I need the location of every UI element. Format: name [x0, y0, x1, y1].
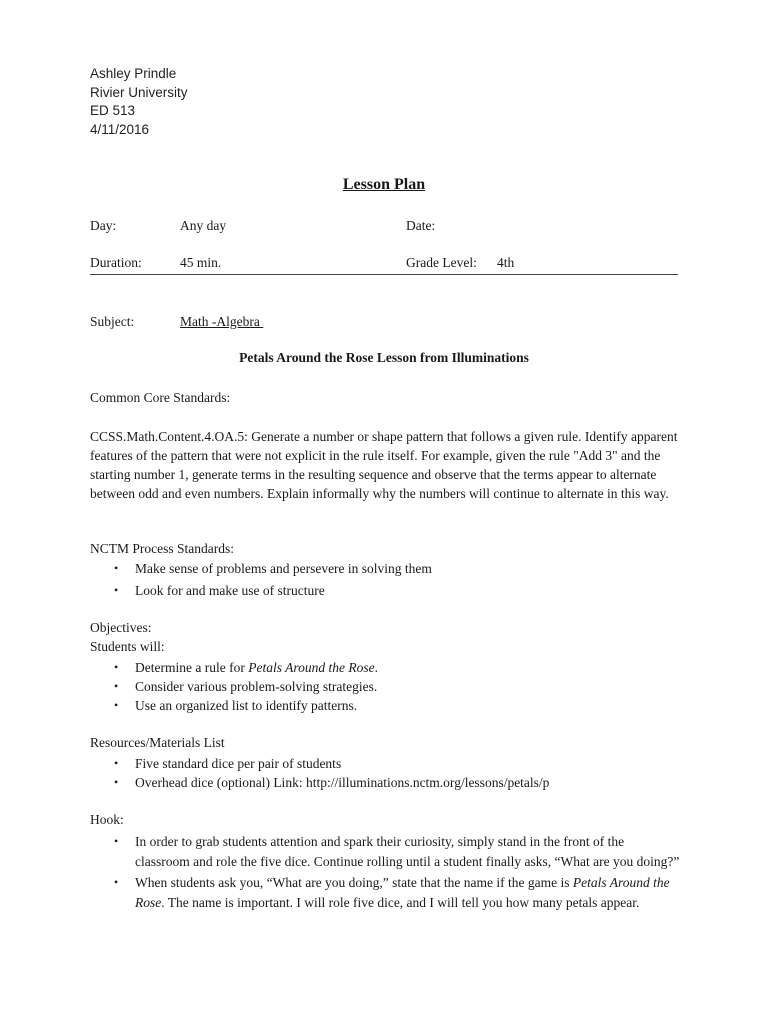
grade-level-value: 4th [497, 255, 515, 270]
lesson-heading: Petals Around the Rose Lesson from Illuminations [239, 350, 529, 365]
bullet-icon: • [114, 775, 119, 789]
school-name: Rivier University [90, 84, 188, 100]
day-label: Day: [90, 218, 117, 233]
resources-list [90, 754, 680, 792]
bullet-icon: • [114, 756, 119, 770]
list-item: • Consider various problem-solving strategies. [114, 679, 378, 694]
bullet-icon: • [114, 660, 119, 674]
objectives-list [90, 658, 680, 715]
common-core-text: CCSS.Math.Content.4.OA.5: Generate a number or shape pattern that follows a given rule. Identify apparent features of the pattern that were not explicit in the rule itself. For example, given the rule "Add 3" and the starting number 1, generate terms in the resulting sequence and observe that the terms appear to alternate between odd and even numbers. Explain informally why the numbers will continue to alternate in this way. [90, 429, 678, 501]
list-item: • In order to grab students attention and spark their curiosity, simply stand in the front of the classroom and role the five dice. Continue rolling until a student finally asks, “What are you doing?” [114, 834, 680, 869]
objectives-label: Objectives: [90, 620, 152, 635]
bullet-icon: • [114, 583, 119, 597]
duration-label: Duration: [90, 255, 142, 270]
bullet-icon: • [114, 698, 119, 712]
grade-level-label: Grade Level: [406, 255, 477, 270]
list-item: • Look for and make use of structure [114, 583, 325, 598]
bullet-icon: • [114, 679, 119, 693]
hook-label: Hook: [90, 812, 124, 827]
day-value: Any day [180, 218, 227, 233]
subject-label: Subject: [90, 314, 135, 329]
students-will-label: Students will: [90, 639, 165, 654]
nctm-label: NCTM Process Standards: [90, 541, 234, 556]
subject-value: Math -Algebra [180, 314, 264, 329]
resources-label: Resources/Materials List [90, 735, 225, 750]
header-divider [90, 274, 678, 275]
author-header [90, 65, 188, 139]
page-title: Lesson Plan [342, 176, 426, 193]
course-code: ED 513 [90, 103, 136, 119]
bullet-icon: • [114, 875, 119, 889]
list-item: • Overhead dice (optional) Link: http://illuminations.nctm.org/lessons/petals/p [114, 775, 550, 790]
list-item: • Make sense of problems and persevere in solving them [114, 561, 432, 576]
bullet-icon: • [114, 561, 119, 575]
author-name: Ashley Prindle [90, 66, 177, 81]
list-item: • Determine a rule for Petals Around the Rose. [114, 660, 378, 675]
list-item: • Use an organized list to identify patterns. [114, 698, 358, 713]
common-core-label: Common Core Standards: [90, 390, 231, 405]
list-item: • Five standard dice per pair of students [114, 756, 342, 771]
document-date: 4/11/2016 [90, 121, 150, 137]
bullet-icon: • [114, 834, 119, 848]
hook-list [90, 832, 680, 914]
date-label: Date: [406, 218, 436, 233]
duration-value: 45 min. [180, 255, 222, 270]
list-item: • When students ask you, “What are you doing,” state that the name if the game is Petals Around the Rose. The name is important. I will role five dice, and I will tell you how many petals appear. [114, 875, 670, 910]
nctm-list [90, 559, 680, 603]
